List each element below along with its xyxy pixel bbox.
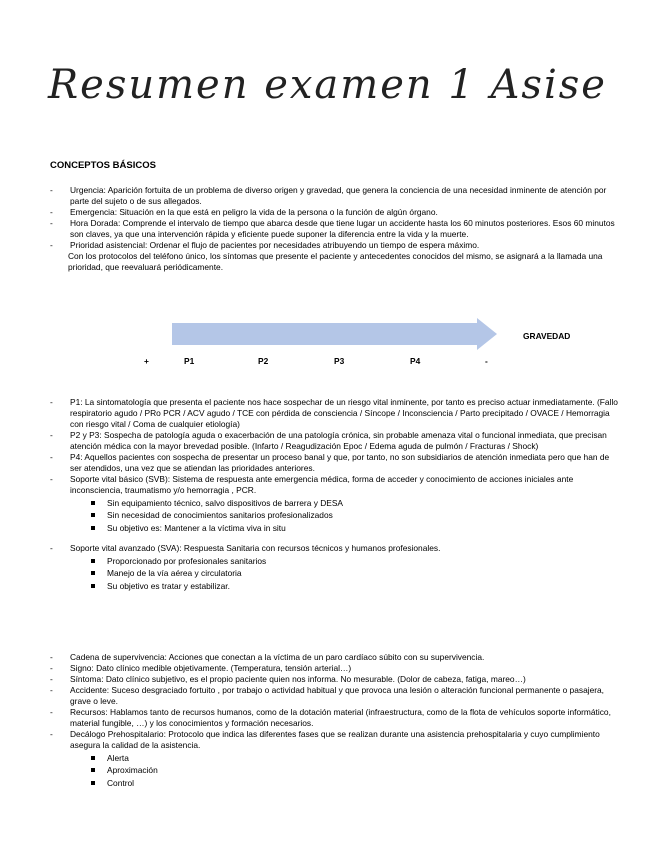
sub-item: Alerta (50, 753, 620, 764)
sub-item: Control (50, 778, 620, 789)
priorities-list (50, 397, 620, 593)
list-item: - Signo: Dato clínico medible objetivamente. (Temperatura, tensión arterial…) (50, 663, 620, 674)
sub-item: Proporcionado por profesionales sanitarios (50, 556, 620, 567)
list-item: - P2 y P3: Sospecha de patología aguda o exacerbación de una patología crónica, sin probable amenaza vital o funcional inmediata, que precisan atención médica con la mayor brevedad posible. (Infarto / Reagudización Epoc / Edema aguda de pulmón / Fracturas / Shock) (50, 430, 620, 452)
list-item: - Prioridad asistencial: Ordenar el flujo de pacientes por necesidades atribuyendo un tiempo de espera máximo. (50, 240, 620, 251)
list-item: - Urgencia: Aparición fortuita de un problema de diverso origen y gravedad, que genera la conciencia de una necesidad inminente de atención por parte del sujeto o de sus allegados. (50, 185, 620, 207)
definitions-list-2 (50, 652, 620, 790)
list-item: - Soporte vital básico (SVB): Sistema de respuesta ante emergencia médica, forma de acceder y conocimiento de acciones iniciales ante inconsciencia, traumatismo y/o hemorragia , PCR. (50, 474, 620, 496)
arrow-shape (172, 318, 497, 350)
sub-item: Su objetivo es tratar y estabilizar. (50, 581, 620, 592)
level-p1: P1 (184, 356, 195, 366)
list-item: - Emergencia: Situación en la que está en peligro la vida de la persona o la función de algún órgano. (50, 207, 620, 218)
level-p4: P4 (410, 356, 421, 366)
minus-label: - (485, 356, 488, 366)
list-item: - P1: La sintomatología que presenta el paciente nos hace sospechar de un riesgo vital inminente, por tanto es preciso actuar inmediatamente. (Fallo respiratorio agudo / PRo PCR / ACV agudo / TCE con pérdida de consciencia / Síncope / Inconsciencia / Parto precipitado / OVACE / Hemorragia con riesgo vital / Coma de cualquier etiología) (50, 397, 620, 430)
sub-item: Sin necesidad de conocimientos sanitarios profesionalizados (50, 510, 620, 521)
sub-item: Su objetivo es: Mantener a la víctima viva in situ (50, 523, 620, 534)
section-heading: CONCEPTOS BÁSICOS (50, 160, 156, 171)
document-title: Resumen examen 1 Asise (48, 62, 607, 108)
level-p3: P3 (334, 356, 345, 366)
definitions-list-1 (50, 185, 620, 273)
severity-arrow (172, 318, 497, 350)
list-item: - Síntoma: Dato clínico subjetivo, es el propio paciente quien nos informa. No mesurable. (Dolor de cabeza, fatiga, mareo…) (50, 674, 620, 685)
priority-continuation: Con los protocolos del teléfono único, los síntomas que presente el paciente y antecedentes conocidos del mismo, se asignará a la llamada una prioridad, que reevaluará periódicamente. (68, 251, 603, 272)
list-item: - Cadena de supervivencia: Acciones que conectan a la víctima de un paro cardíaco súbito con su supervivencia. (50, 652, 620, 663)
level-p2: P2 (258, 356, 269, 366)
severity-label: GRAVEDAD (523, 331, 571, 341)
list-item: - P4: Aquellos pacientes con sospecha de presentar un proceso banal y que, por tanto, no son subsidiarios de atención inmediata pero que han de ser atendidos, una vez que se atiendan las prioridades anteriores. (50, 452, 620, 474)
sub-item: Manejo de la vía aérea y circulatoria (50, 568, 620, 579)
sub-item: Sin equipamiento técnico, salvo dispositivos de barrera y DESA (50, 498, 620, 509)
list-item: - Hora Dorada: Comprende el intervalo de tiempo que abarca desde que tiene lugar un accidente hasta los 60 minutos posteriores. Esos 60 minutos son claves, ya que una intervención rápida y eficiente puede suponer la diferencia entre la vida y la muerte. (50, 218, 620, 240)
sub-item: Aproximación (50, 765, 620, 776)
plus-label: + (144, 356, 149, 366)
list-item: - Recursos: Hablamos tanto de recursos humanos, como de la dotación material (infraestructura, como de la flota de vehículos soporte informático, material fungible, …) y los conocimientos y formación necesarios. (50, 707, 620, 729)
list-item: - Soporte vital avanzado (SVA): Respuesta Sanitaria con recursos técnicos y humanos profesionales. (50, 543, 620, 554)
list-item: - Decálogo Prehospitalario: Protocolo que indica las diferentes fases que se realizan durante una asistencia prehospitalaria y cuyo cumplimiento asegura la calidad de la asistencia. (50, 729, 620, 751)
list-item: - Accidente: Suceso desgraciado fortuito , por trabajo o actividad habitual y que provoca una lesión o alteración funcional permanente o pasajera, grave o leve. (50, 685, 620, 707)
